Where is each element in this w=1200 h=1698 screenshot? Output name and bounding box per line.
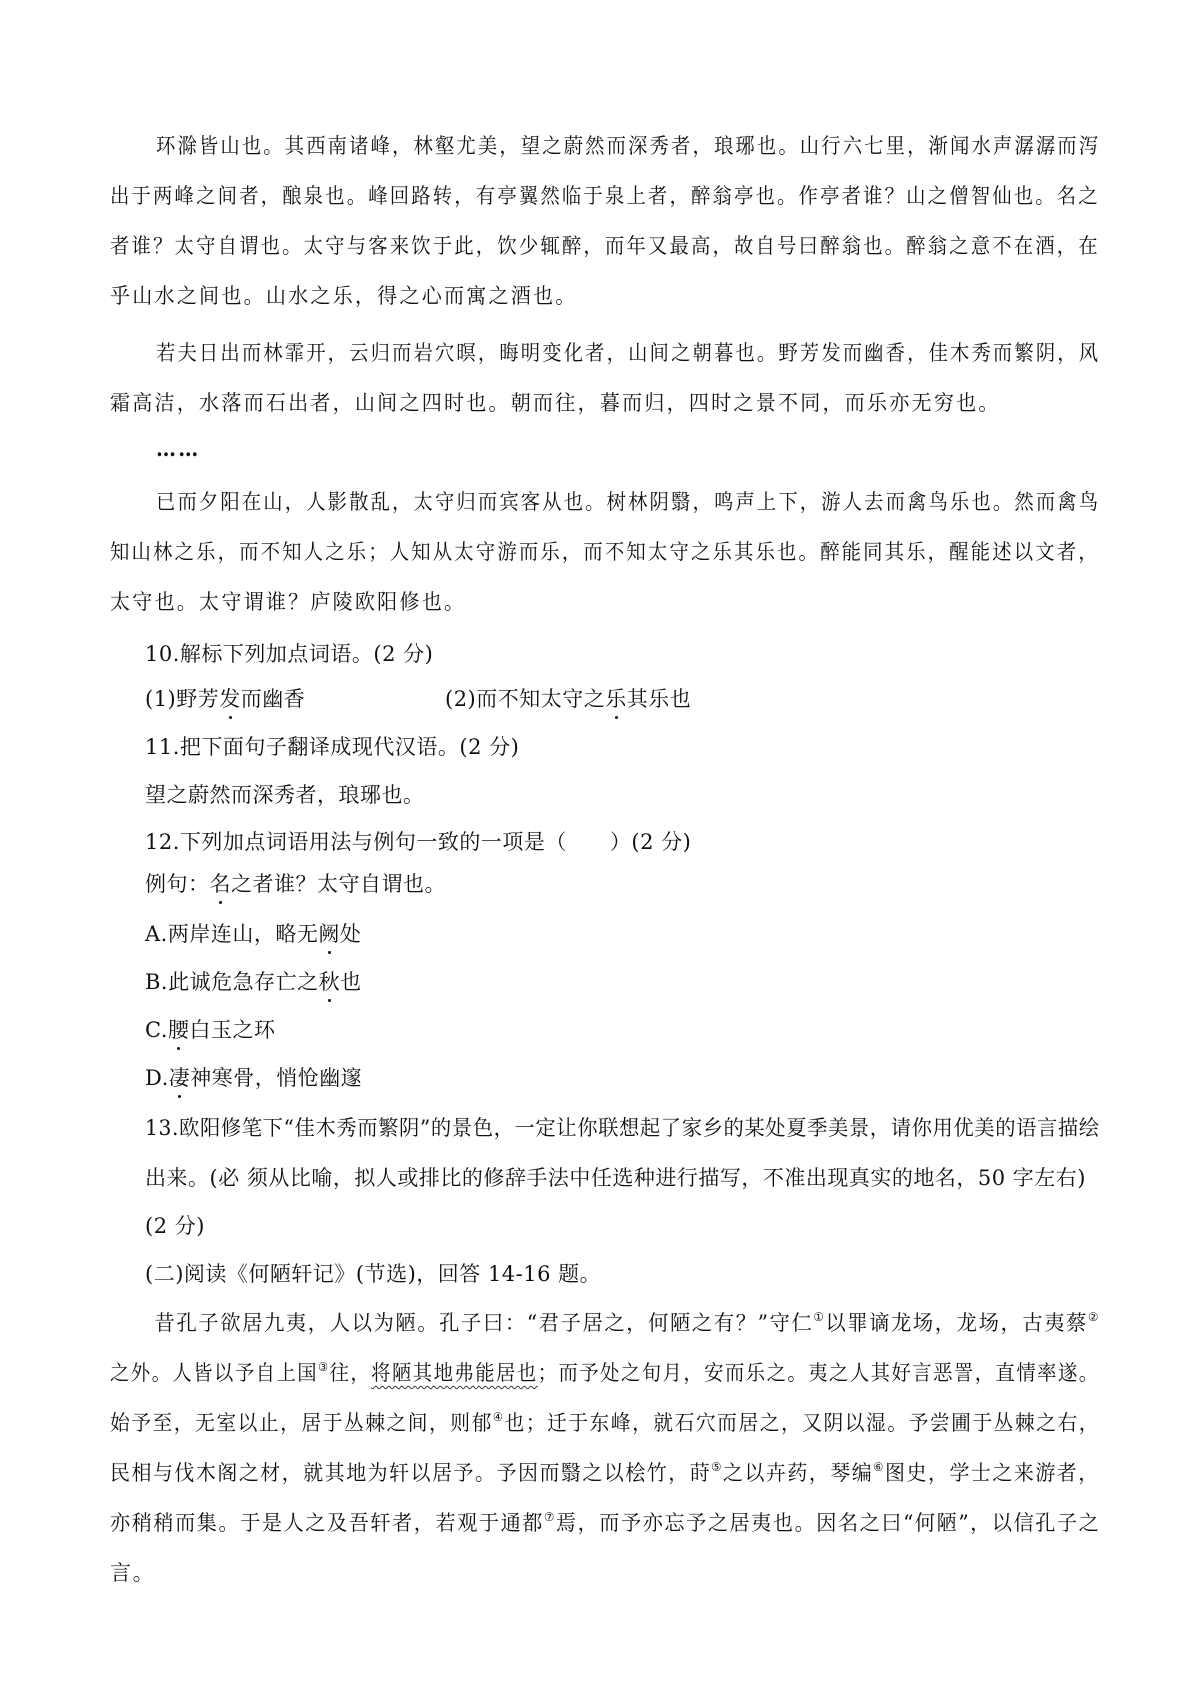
passage1-paragraph1	[110, 121, 1146, 321]
item-text: B.此诚危急存亡之	[145, 970, 319, 994]
dotted-word: 秋	[319, 966, 341, 996]
wavy-underlined-sentence: 将陋其地弗能居也	[371, 1361, 538, 1385]
question-12-stem: 12.下列加点词语用法与例句一致的一项是（ ）(2 分)	[145, 830, 692, 854]
ellipsis: ……	[156, 436, 201, 461]
dotted-word: 腰	[168, 1014, 190, 1044]
question-13-line1: 13.欧阳修笔下“佳木秀而繁阴”的景色，一定让你联想起了家乡的某处夏季美景，请你用优美的语言描绘	[145, 1116, 1100, 1140]
item-text: 而幽香	[240, 687, 306, 711]
item-text: (1)野芳	[145, 687, 220, 711]
text-run: 民相与伐木阁之材，就其地为轩以居予。予因而翳之以桧竹，莳	[110, 1461, 712, 1485]
item-text: 也	[340, 970, 362, 994]
question-11-stem: 11.把下面句子翻译成现代汉语。(2 分)	[145, 735, 520, 759]
question-12-example	[145, 868, 446, 898]
item-text: (2)而不知太守之	[445, 687, 606, 711]
text-run: 以罪谪龙场，龙场，古夷蔡	[825, 1311, 1089, 1335]
text-line: 霜高洁，水落而石出者，山间之四时也。朝而往，暮而归，四时之景不同，而乐亦无穷也。	[110, 391, 1001, 415]
footnote-ref: ②	[1088, 1310, 1101, 1324]
item-text: C.	[145, 1018, 168, 1042]
question-13-line2: 出来。(必 须从比喻，拟人或排比的修辞手法中任选种进行描写，不准出现真实的地名，50 字左右)	[145, 1166, 1086, 1190]
question-12-option-b	[145, 966, 362, 996]
question-12-option-a	[145, 918, 361, 948]
item-text: 之者谁？太守自谓也。	[231, 872, 446, 896]
text-run: 也；迁于东峰，就石穴而居之，又阴以湿。予尝圃于丛棘之右，	[504, 1411, 1101, 1435]
item-text: A.两岸连山，略无	[145, 922, 319, 946]
passage1-paragraph2	[110, 328, 1146, 428]
section-2-heading: (二)阅读《何陋轩记》(节选)，回答 14-16 题。	[145, 1262, 602, 1286]
text-line	[110, 1298, 1101, 1348]
text-run: 昔孔子欲居九夷，人以为陋。孔子曰：“君子居之，何陋之有？”守仁	[154, 1311, 814, 1335]
footnote-ref: ⑤	[711, 1460, 723, 1474]
text-run: 焉，而予亦忘予之居夷也。因名之曰“何陋”，以信孔子之	[555, 1511, 1101, 1535]
text-run: ；而予处之旬月，安而乐之。夷之人其好言恶詈，直情率遂。	[537, 1361, 1100, 1385]
text-line: 言。	[110, 1561, 156, 1585]
text-run: 亦稍稍而集。于是人之及吾轩者，若观于通都	[110, 1511, 545, 1535]
footnote-ref: ⑦	[544, 1510, 556, 1524]
dotted-word: 名	[210, 868, 232, 898]
dotted-word: 阙	[318, 918, 340, 948]
text-run: 之以卉药，琴编	[722, 1461, 874, 1485]
question-10-item1	[145, 683, 305, 713]
footnote-ref: ⑥	[873, 1460, 886, 1474]
footnote-ref: ①	[813, 1310, 826, 1324]
text-line: 已而夕阳在山，人影散乱，太守归而宾客从也。树林阴翳，鸣声上下，游人去而禽鸟乐也。然而禽鸟	[156, 490, 1101, 514]
question-13-line3: (2 分)	[145, 1214, 205, 1238]
item-text: 处	[339, 922, 362, 946]
text-run: 往，	[329, 1361, 372, 1385]
item-text: D.	[145, 1066, 169, 1090]
text-line: 乎山水之间也。山水之乐，得之心而寓之酒也。	[110, 284, 578, 308]
text-run: 始予至，无室以止，居于丛棘之间，则郁	[110, 1411, 493, 1435]
text-line: 太守也。太守谓谁？庐陵欧阳修也。	[110, 590, 467, 614]
question-10-stem: 10.解标下列加点词语。(2 分)	[145, 642, 434, 666]
text-line: 知山林之乐，而不知人之乐；人知从太守游而乐，而不知太守之乐其乐也。醉能同其乐，醒能述以文者，	[110, 540, 1100, 564]
question-11-sentence: 望之蔚然而深秀者，琅琊也。	[145, 783, 425, 807]
dotted-word: 乐	[605, 683, 627, 713]
question-12-option-c	[145, 1014, 276, 1044]
text-line: 出于两峰之间者，酿泉也。峰回路转，有亭翼然临于泉上者，醉翁亭也。作亭者谁？山之僧智仙也。名之	[110, 184, 1100, 208]
text-run: 之外。人皆以予自上国	[110, 1361, 319, 1385]
passage1-ellipsis	[110, 424, 1146, 474]
text-line: 者谁？太守自谓也。太守与客来饮于此，饮少辄醉，而年又最高，故自号曰醉翁也。醉翁之意不在酒，在	[110, 234, 1100, 258]
question-10-item2	[445, 683, 691, 713]
dotted-word: 发	[219, 683, 241, 713]
text-line	[110, 1398, 1101, 1448]
question-12-option-d	[145, 1062, 362, 1092]
footnote-ref: ③	[318, 1360, 330, 1374]
text-run: 图史，学士之来游者，	[885, 1461, 1100, 1485]
item-text: 其乐也	[626, 687, 692, 711]
text-line	[110, 1348, 1100, 1398]
text-line	[110, 1448, 1100, 1498]
item-text: 例句：	[145, 872, 210, 896]
text-line: 若夫日出而林霏开，云归而岩穴暝，晦明变化者，山间之朝暮也。野芳发而幽香，佳木秀而繁阴，风	[156, 341, 1101, 365]
dotted-word: 凄	[169, 1062, 191, 1092]
item-text: 神寒骨，悄怆幽邃	[190, 1066, 363, 1090]
item-text: 白玉之环	[189, 1018, 276, 1042]
text-line	[110, 1498, 1101, 1548]
footnote-ref: ④	[492, 1410, 505, 1424]
passage2	[110, 1298, 1100, 1598]
text-line: 环滁皆山也。其西南诸峰，林壑尤美，望之蔚然而深秀者，琅琊也。山行六七里，渐闻水声潺潺而泻	[156, 134, 1101, 158]
passage1-paragraph3	[110, 477, 1146, 627]
